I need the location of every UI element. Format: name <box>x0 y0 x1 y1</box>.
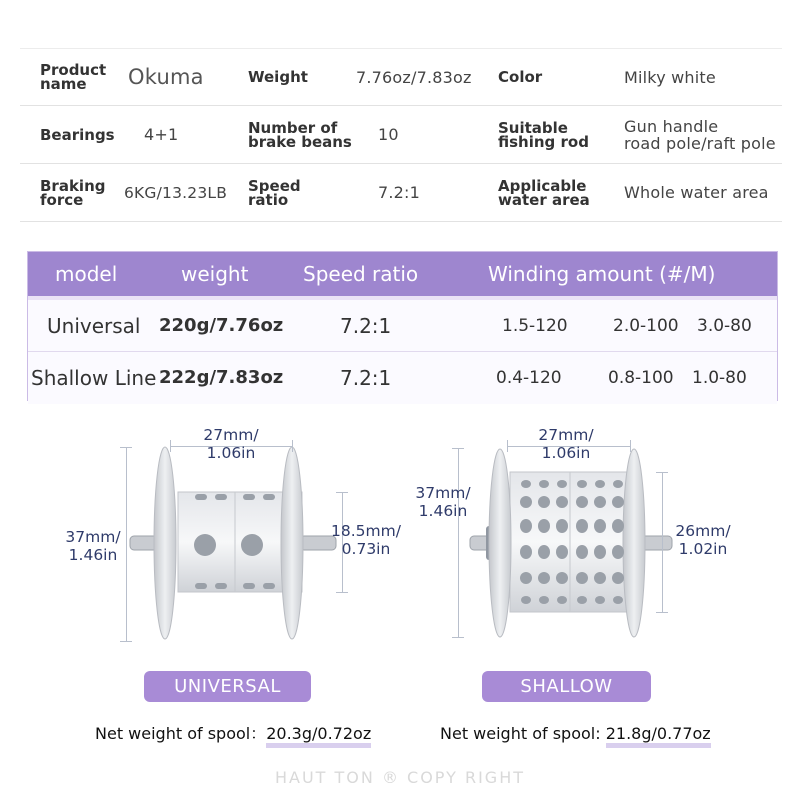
spec-cell <box>144 106 178 163</box>
universal-height-dimension: 37mm/ 1.46in <box>65 528 121 564</box>
weight-value: 7.76oz/7.83oz <box>356 67 472 87</box>
row-model: Universal <box>47 314 141 338</box>
brake-beans-value: 10 <box>378 125 399 144</box>
row-winding-1: 0.4-120 <box>496 368 562 388</box>
spec-row-2 <box>20 106 782 164</box>
row-speed: 7.2:1 <box>340 314 392 338</box>
braking-force-label: Braking force <box>40 176 106 209</box>
fishing-rod-label: Suitable fishing rod <box>498 118 589 151</box>
row-winding-1: 1.5-120 <box>502 316 568 336</box>
water-area-label: Applicable water area <box>498 176 590 209</box>
brake-beans-label: Number of brake beans <box>248 118 352 151</box>
table-row <box>28 300 777 352</box>
dimension-line <box>656 612 668 613</box>
dimension-line <box>452 637 464 638</box>
fishing-rod-value: Gun handle road pole/raft pole <box>624 116 776 153</box>
dimension-line <box>120 641 132 642</box>
header-model: model <box>55 262 118 286</box>
header-speed-ratio: Speed ratio <box>303 262 419 286</box>
spec-cell <box>356 49 472 105</box>
shallow-badge: SHALLOW <box>482 671 651 702</box>
header-weight: weight <box>181 262 249 286</box>
spec-cell <box>498 49 542 105</box>
braking-force-value: 6KG/13.23LB <box>124 183 228 202</box>
spec-cell <box>248 49 308 105</box>
universal-badge: UNIVERSAL <box>144 671 311 702</box>
net-weight-value: 21.8g/0.77oz <box>606 724 711 748</box>
universal-inner-dimension: 18.5mm/ 0.73in <box>331 522 401 558</box>
product-name-label: Product name <box>40 61 107 93</box>
header-winding-amount: Winding amount (#/M) <box>488 262 716 286</box>
spec-row-1 <box>20 48 782 106</box>
universal-spool-image <box>120 440 360 650</box>
spec-cell <box>40 164 106 221</box>
spec-cell <box>624 106 776 163</box>
row-weight: 222g/7.83oz <box>159 367 284 388</box>
row-model: Shallow Line <box>31 366 157 390</box>
shallow-height-dimension: 37mm/ 1.46in <box>415 484 471 520</box>
spec-grid <box>20 48 782 222</box>
dimension-line <box>662 472 663 612</box>
shallow-width-dimension: 27mm/ 1.06in <box>538 426 594 462</box>
dimension-line <box>292 440 293 452</box>
spec-cell <box>40 49 106 105</box>
table-row <box>28 352 777 404</box>
dimension-line <box>458 448 459 637</box>
universal-net-weight <box>95 721 371 744</box>
shallow-inner-dimension: 26mm/ 1.02in <box>675 522 731 558</box>
net-weight-value: 20.3g/0.72oz <box>266 724 371 748</box>
spec-cell <box>124 164 227 221</box>
spec-cell <box>624 164 769 221</box>
universal-width-dimension: 27mm/ 1.06in <box>203 426 259 462</box>
weight-label: Weight <box>248 68 308 86</box>
bearings-label: Bearings <box>40 125 115 144</box>
spec-cell <box>624 49 716 105</box>
net-weight-label: Net weight of spool: <box>440 724 601 743</box>
water-area-value: Whole water area <box>624 183 769 202</box>
color-label: Color <box>498 68 543 86</box>
spec-cell <box>498 164 590 221</box>
spec-cell <box>498 106 589 163</box>
bearings-value: 4+1 <box>144 125 179 144</box>
spec-cell <box>40 106 115 163</box>
table-header <box>28 252 777 296</box>
speed-ratio-label: Speed ratio <box>248 176 301 209</box>
row-winding-2: 0.8-100 <box>608 368 674 388</box>
spec-cell <box>378 106 399 163</box>
model-table <box>27 251 778 401</box>
spec-cell <box>378 164 420 221</box>
row-speed: 7.2:1 <box>340 366 392 390</box>
color-value: Milky white <box>624 67 716 87</box>
spec-cell <box>248 164 301 221</box>
shallow-net-weight <box>440 724 711 743</box>
product-name-value: Okuma <box>128 65 204 89</box>
copyright-watermark: HAUT TON ® COPY RIGHT <box>274 768 525 787</box>
row-weight: 220g/7.76oz <box>159 315 284 336</box>
row-winding-2: 2.0-100 <box>613 316 679 336</box>
spec-cell <box>128 49 204 105</box>
net-weight-label: Net weight of spool： <box>95 724 267 743</box>
spec-row-3 <box>20 164 782 222</box>
dimension-line <box>630 440 631 452</box>
row-winding-3: 1.0-80 <box>692 368 747 388</box>
speed-ratio-value: 7.2:1 <box>378 183 421 202</box>
row-winding-3: 3.0-80 <box>697 316 752 336</box>
dimension-line <box>336 592 348 593</box>
spec-cell <box>248 106 352 163</box>
